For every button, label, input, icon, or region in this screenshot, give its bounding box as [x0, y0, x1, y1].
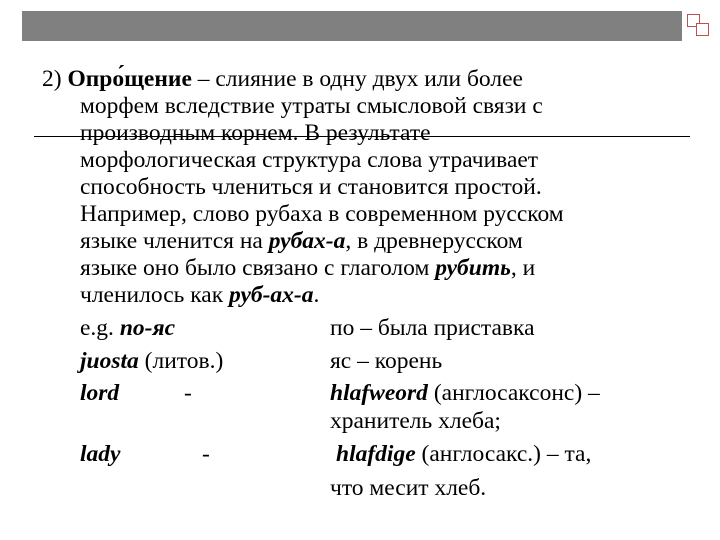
- paragraph-line-7: [80, 228, 523, 254]
- paragraph-line-9: [80, 282, 319, 308]
- example-note: что месит хлеб.: [330, 475, 487, 501]
- text-segment: , в древнерусском: [345, 228, 523, 254]
- text-segment: , и: [510, 255, 536, 281]
- language-note: (литов.): [138, 348, 224, 374]
- example-juosta: [80, 348, 223, 374]
- text-segment: языке членится на: [80, 228, 269, 254]
- paragraph-line-2: морфем вследствие утраты смысловой связи с: [80, 93, 543, 119]
- example-eg: [80, 315, 175, 341]
- example-lady: lady: [80, 441, 121, 467]
- text-segment: членилось как: [80, 282, 229, 308]
- example-note: по – была приставка: [330, 315, 535, 341]
- paragraph-line-3: производным корнем. В результате: [80, 120, 431, 146]
- text-segment: языке оно было связано с глаголом: [80, 255, 436, 281]
- example-word: hlafdige: [336, 441, 416, 467]
- paragraph-line-1: [42, 66, 523, 92]
- example-morph: рубах-а: [268, 228, 346, 254]
- text-segment: .: [313, 282, 320, 308]
- example-hlafweord: [330, 380, 600, 406]
- paragraph-line-5: способность члениться и становится простой.: [80, 174, 542, 200]
- corner-square-decoration: [696, 23, 709, 36]
- example-hlafdige: [336, 441, 591, 467]
- example-word: juosta: [80, 348, 139, 374]
- eg-label: e.g.: [80, 315, 120, 341]
- item-number: 2): [42, 66, 68, 92]
- example-verb: рубить: [435, 255, 511, 281]
- dash: -: [184, 380, 192, 406]
- paragraph-line-8: [80, 255, 535, 281]
- example-word: hlafweord: [330, 380, 428, 406]
- paragraph-line-6: Например, слово рубаха в современном русском: [80, 201, 564, 227]
- language-note: (англосаксонс) –: [427, 380, 600, 406]
- definition-text: – слияние в одну двух или более: [191, 66, 523, 92]
- example-morph: руб-ах-а: [229, 282, 314, 308]
- example-word: по-яс: [119, 315, 175, 341]
- term-oproshchenie: Опро́щение: [67, 66, 192, 92]
- title-bar: [22, 11, 682, 41]
- language-note: (англосакс.) – та,: [415, 441, 592, 467]
- example-note: хранитель хлеба;: [330, 408, 501, 434]
- example-lord: lord: [80, 380, 120, 406]
- dash: -: [202, 441, 210, 467]
- example-note: яс – корень: [330, 348, 443, 374]
- paragraph-line-4: морфологическая структура слова утрачивает: [80, 147, 539, 173]
